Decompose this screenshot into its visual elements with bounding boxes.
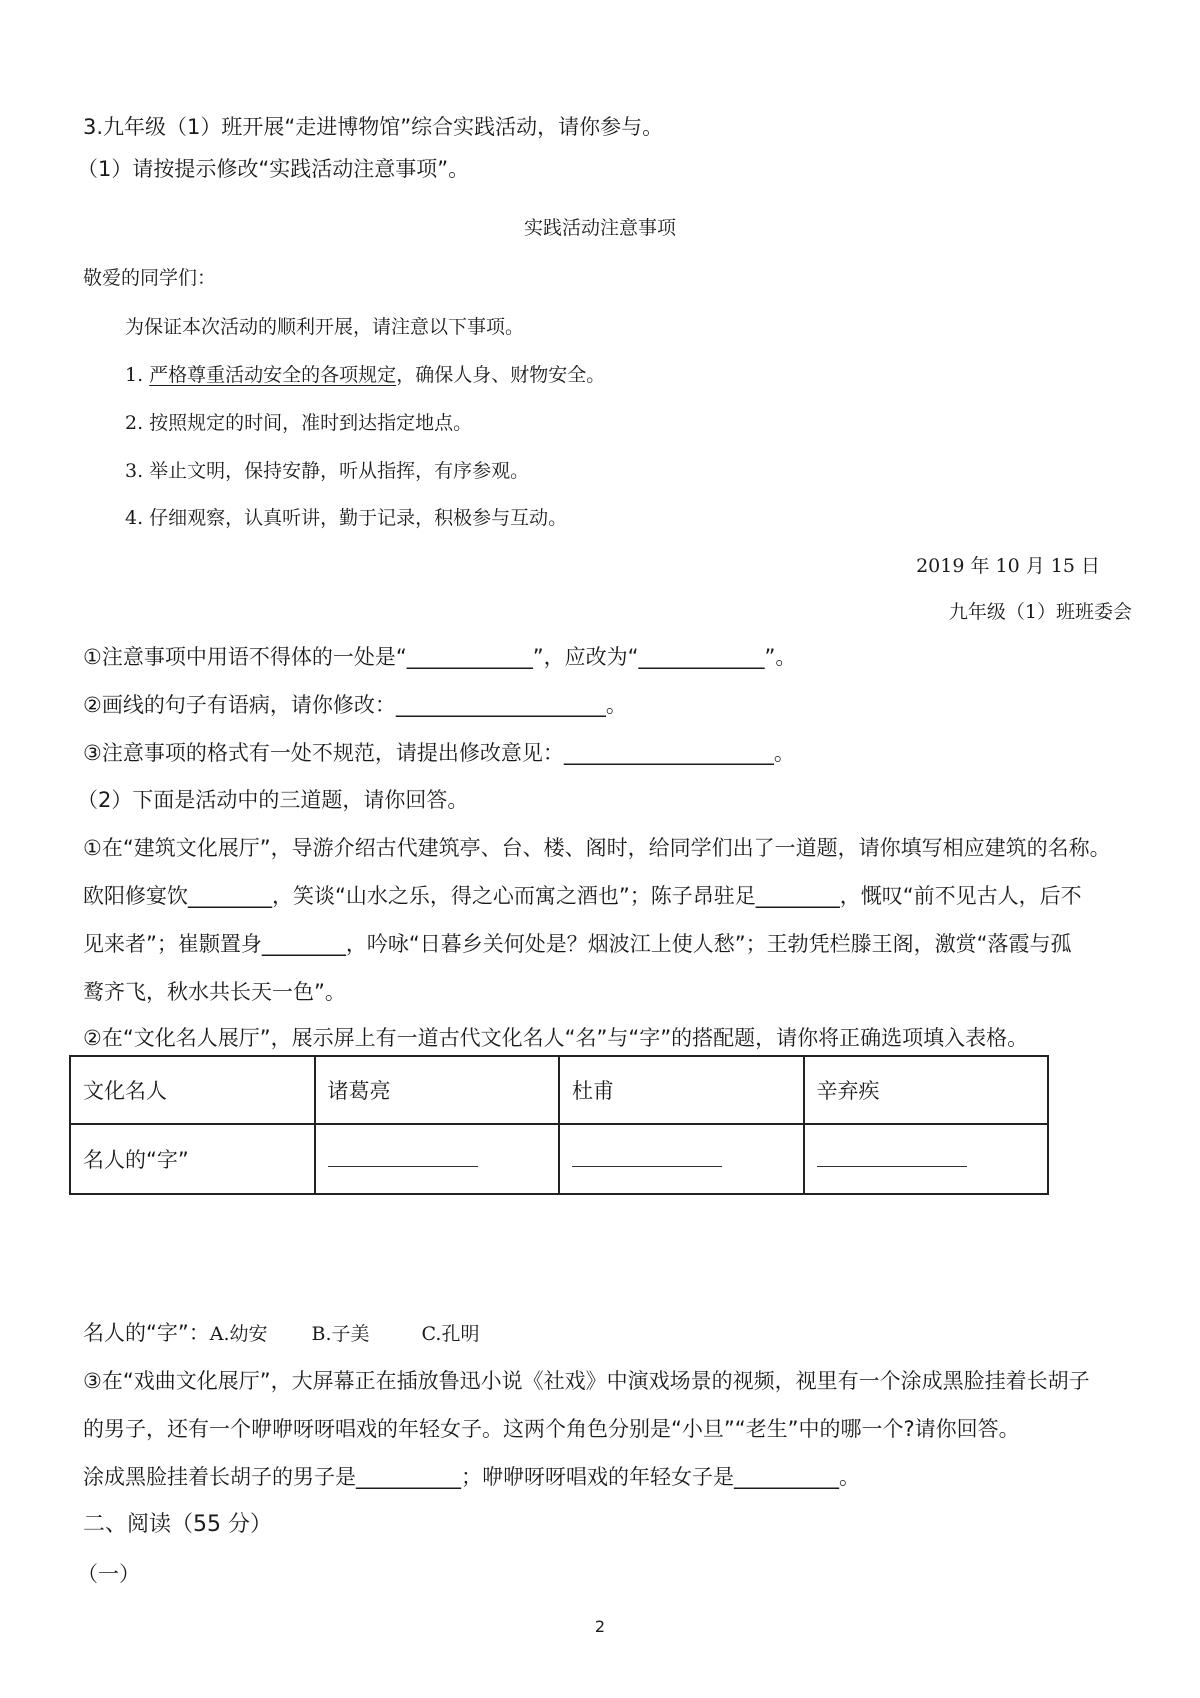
notice-greeting: 敬爱的同学们： [83, 267, 217, 289]
names-prompt: ②在“文化名人展厅”，展示屏上有一道古代文化名人“名”与“字”的搭配题，请你将正确选项填入表格。 [83, 1026, 1029, 1050]
table-cell: 杜甫 [559, 1056, 804, 1124]
notice-item-4: 4. 仔细观察，认真听讲，勤于记录，积极参与互动。 [125, 507, 568, 529]
part2-prompt: （2）下面是活动中的三道题，请你回答。 [77, 788, 469, 812]
table-cell: 诸葛亮 [315, 1056, 560, 1124]
notice-item-1-rest: ，确保人身、财物安全。 [396, 364, 606, 386]
arch-line-2: 欧阳修宴饮________，笑谈“山水之乐，得之心而寓之酒也”；陈子昂驻足________，慨叹“前不见古人，后不 [83, 884, 1082, 908]
answer-cell-zhuge[interactable] [315, 1124, 560, 1194]
opera-line-2: 的男子，还有一个咿咿呀呀唱戏的年轻女子。这两个角色分别是“小旦”“老生”中的哪一个?请你回答。 [83, 1417, 1020, 1441]
q3-intro: 3.九年级（1）班开展“走进博物馆”综合实践活动，请你参与。 [83, 115, 664, 139]
arch-line-3: 见来者”；崔颢置身________，吟咏“日暮乡关何处是？烟波江上使人愁”；王勃凭栏滕王阁，激赏“落霞与孤 [83, 932, 1072, 956]
notice-signature: 九年级（1）班班委会 [948, 601, 1132, 623]
part1-prompt: （1）请按提示修改“实践活动注意事项”。 [77, 157, 470, 181]
answer-blank[interactable] [328, 1146, 478, 1167]
names-table [69, 1055, 1049, 1195]
option-b: B.子美 [311, 1323, 370, 1345]
notice-item-1-number: 1. [125, 364, 150, 386]
sub-question-3: ③注意事项的格式有一处不规范，请提出修改意见：____________________。 [83, 741, 795, 765]
underlined-sentence: 严格尊重活动安全的各项规定 [149, 364, 397, 386]
table-row [70, 1124, 1048, 1194]
notice-title: 实践活动注意事项 [523, 217, 676, 239]
answer-cell-xin[interactable] [804, 1124, 1049, 1194]
options-label: 名人的“字”： [83, 1321, 210, 1345]
section-sub: （一） [77, 1562, 140, 1586]
notice-item-1 [125, 361, 605, 389]
notice-item-2: 2. 按照规定的时间，准时到达指定地点。 [125, 412, 473, 434]
sub-question-2: ②画线的句子有语病，请你修改：____________________。 [83, 693, 627, 717]
option-a: A.幼安 [209, 1323, 268, 1345]
options-line [83, 1318, 479, 1348]
table-cell: 名人的“字” [70, 1124, 315, 1194]
opera-line-1: ③在“戏曲文化展厅”，大屏幕正在插放鲁迅小说《社戏》中演戏场景的视频，视里有一个涂成黑脸挂着长胡子 [83, 1369, 1090, 1393]
notice-item-3: 3. 举止文明，保持安静，听从指挥，有序参观。 [125, 460, 530, 482]
arch-line-1: ①在“建筑文化展厅”，导游介绍古代建筑亭、台、楼、阁时，给同学们出了一道题，请你填写相应建筑的名称。 [83, 836, 1111, 860]
table-row [70, 1056, 1048, 1124]
notice-date: 2019 年 10 月 15 日 [916, 555, 1100, 577]
notice-opening: 为保证本次活动的顺利开展，请注意以下事项。 [125, 316, 525, 338]
page-number: 2 [594, 1617, 606, 1636]
section-heading: 二、阅读（55 分） [83, 1512, 272, 1537]
answer-cell-dufu[interactable] [559, 1124, 804, 1194]
table-cell: 辛弃疾 [804, 1056, 1049, 1124]
option-c: C.孔明 [421, 1323, 480, 1345]
answer-blank[interactable] [817, 1146, 967, 1167]
sub-question-1: ①注意事项中用语不得体的一处是“____________”，应改为“____________”。 [83, 645, 797, 669]
arch-line-4: 鹜齐飞，秋水共长天一色”。 [83, 980, 346, 1004]
table-cell: 文化名人 [70, 1056, 315, 1124]
opera-line-3: 涂成黑脸挂着长胡子的男子是__________；咿咿呀呀唱戏的年轻女子是__________。 [83, 1465, 860, 1489]
answer-blank[interactable] [572, 1146, 722, 1167]
